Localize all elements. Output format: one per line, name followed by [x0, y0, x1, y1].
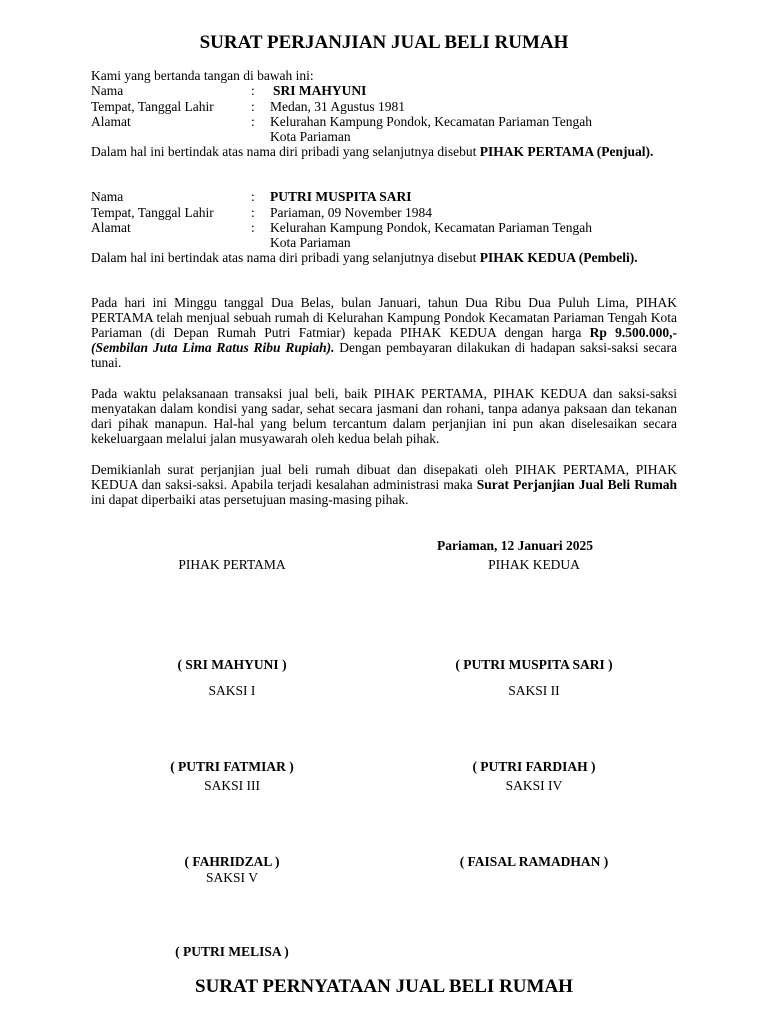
closing-bold: Surat Perjanjian Jual Beli Rumah — [476, 477, 677, 492]
party1-role: PIHAK PERTAMA (Penjual). — [479, 144, 654, 159]
label-ttl-1: Tempat, Tanggal Lahir — [91, 99, 214, 114]
price-words: (Sembilan Juta Lima Ratus Ribu Rupiah). — [91, 340, 335, 355]
label-nama-2: Nama — [91, 189, 124, 204]
party2-ttl: Pariaman, 09 November 1984 — [270, 205, 432, 220]
document-title: SURAT PERJANJIAN JUAL BELI RUMAH — [199, 32, 569, 53]
colon: : — [251, 205, 255, 220]
saksi-3-label: SAKSI III — [204, 778, 260, 793]
saksi-3-name: ( FAHRIDZAL ) — [184, 854, 280, 869]
next-document-title: SURAT PERNYATAAN JUAL BELI RUMAH — [195, 976, 573, 997]
saksi-4-name: ( FAISAL RAMADHAN ) — [459, 854, 609, 869]
saksi-5-name: ( PUTRI MELISA ) — [175, 944, 289, 959]
saksi-2-label: SAKSI II — [508, 683, 560, 698]
saksi-2-name: ( PUTRI FARDIAH ) — [472, 759, 596, 774]
colon: : — [251, 99, 255, 114]
label-nama-1: Nama — [91, 83, 124, 98]
colon: : — [251, 83, 255, 98]
signature-name-2: ( PUTRI MUSPITA SARI ) — [455, 657, 613, 672]
paragraph-sale: Pada hari ini Minggu tanggal Dua Belas, bulan Januari, tahun Dua Ribu Dua Puluh Lima, PIHAK PERTAMA telah menjual sebuah rumah di Kelurahan Kampung Pondok Kecamatan Pariaman Tengah Kota Pariaman (di Depan Rumah Putri Fatmiar) kepada PIHAK KEDUA dengan harga Rp 9.500.000,- (Sembilan Juta Lima Ratus Ribu Rupiah). Dengan pembayaran dilakukan di hadapan saksi-saksi secara tunai. — [91, 295, 678, 370]
intro-text: Kami yang bertanda tangan di bawah ini: — [91, 68, 314, 83]
paragraph-conditions: Pada waktu pelaksanaan transaksi jual beli, baik PIHAK PERTAMA, PIHAK KEDUA dan saksi-saksi menyatakan dalam kondisi yang sadar, sehat secara jasmani dan rohani, tanpa adanya paksaan dan tekanan dari pihak manapun. Hal-hal yang belum tercantum dalam perjanjian ini pun akan diselesaikan secara kekeluargaan melalui jalan musyawarah oleh kedua belah pihak. — [91, 386, 677, 446]
colon: : — [251, 189, 255, 204]
label-alamat-1: Alamat — [91, 114, 131, 129]
pihak-kedua-label: PIHAK KEDUA — [488, 557, 580, 572]
colon: : — [251, 114, 255, 129]
colon: : — [251, 220, 255, 235]
saksi-1-label: SAKSI I — [208, 683, 256, 698]
party2-name: PUTRI MUSPITA SARI — [270, 189, 412, 204]
saksi-5-label: SAKSI V — [206, 870, 258, 885]
party1-ttl: Medan, 31 Agustus 1981 — [270, 99, 405, 114]
price: Rp 9.500.000,- — [589, 325, 677, 340]
party2-address-line2: Kota Pariaman — [270, 235, 351, 250]
place-date: Pariaman, 12 Januari 2025 — [437, 538, 594, 553]
saksi-4-label: SAKSI IV — [505, 778, 563, 793]
paragraph-closing: Demikianlah surat perjanjian jual beli rumah dibuat dan disepakati oleh PIHAK PERTAMA, PIHAK KEDUA dan saksi-saksi. Apabila terjadi kesalahan administrasi maka Surat Perjanjian Jual Beli Rumah ini dapat diperbaiki atas persetujuan masing-masing pihak. — [91, 462, 677, 507]
party1-description: Dalam hal ini bertindak atas nama diri pribadi yang selanjutnya disebut PIHAK PERTAMA (Penjual). — [91, 144, 654, 159]
party2-role: PIHAK KEDUA (Pembeli). — [479, 250, 638, 265]
party2-description: Dalam hal ini bertindak atas nama diri pribadi yang selanjutnya disebut PIHAK KEDUA (Pembeli). — [91, 250, 638, 265]
signature-name-1: ( SRI MAHYUNI ) — [177, 657, 287, 672]
party1-name: SRI MAHYUNI — [273, 83, 367, 98]
pihak-pertama-label: PIHAK PERTAMA — [178, 557, 286, 572]
saksi-1-name: ( PUTRI FATMIAR ) — [170, 759, 294, 774]
party1-address-line1: Kelurahan Kampung Pondok, Kecamatan Pariaman Tengah — [270, 114, 592, 129]
label-ttl-2: Tempat, Tanggal Lahir — [91, 205, 214, 220]
party1-address-line2: Kota Pariaman — [270, 129, 351, 144]
label-alamat-2: Alamat — [91, 220, 131, 235]
party2-address-line1: Kelurahan Kampung Pondok, Kecamatan Pariaman Tengah — [270, 220, 592, 235]
